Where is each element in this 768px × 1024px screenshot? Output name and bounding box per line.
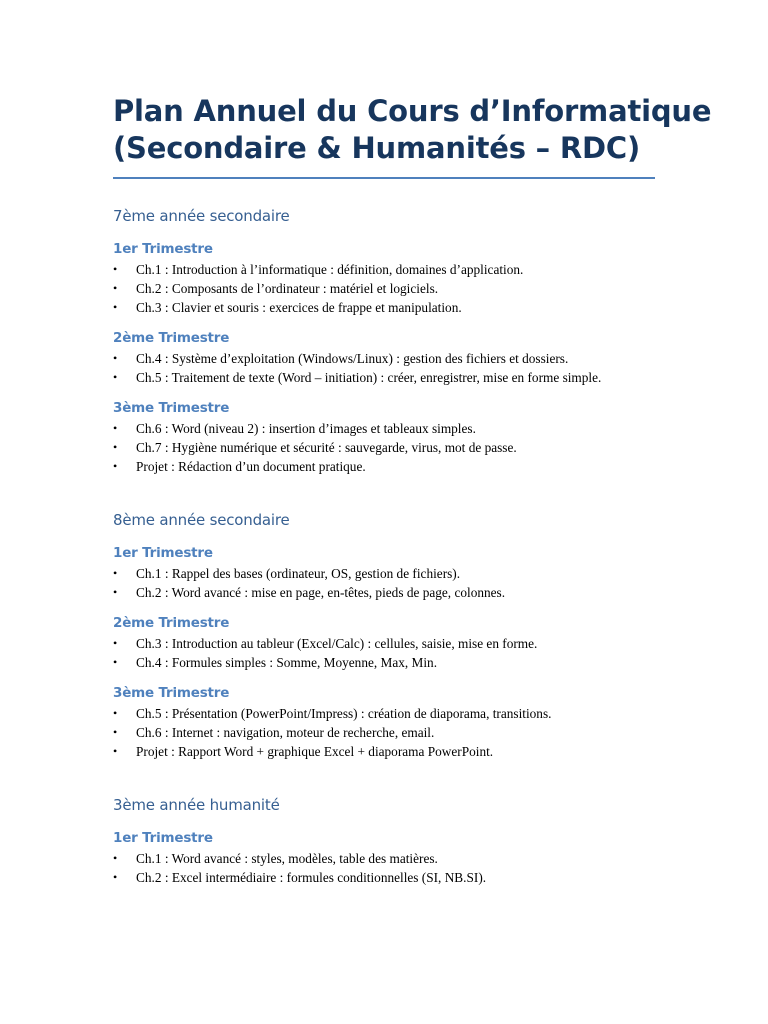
year-heading: 8ème année secondaire [113, 511, 290, 529]
bullet-icon: • [113, 281, 118, 295]
chapter-list [113, 349, 655, 387]
title-line-2: (Secondaire & Humanités – RDC) [113, 131, 641, 165]
bullet-icon: • [113, 370, 118, 384]
list-item-text: Ch.6 : Word (niveau 2) : insertion d’images et tableaux simples. [136, 421, 476, 436]
list-item-text: Ch.5 : Traitement de texte (Word – initiation) : créer, enregistrer, mise en forme simple. [136, 370, 602, 385]
sections-container [113, 206, 655, 887]
bullet-icon: • [113, 440, 118, 454]
list-item [113, 742, 655, 761]
bullet-icon: • [113, 870, 118, 884]
list-item-text: Ch.1 : Word avancé : styles, modèles, table des matières. [136, 851, 438, 866]
list-item [113, 849, 655, 868]
trimester-heading: 1er Trimestre [113, 545, 213, 561]
bullet-icon: • [113, 300, 118, 314]
chapter-list [113, 849, 655, 887]
bullet-icon: • [113, 725, 118, 739]
title-line-1: Plan Annuel du Cours d’Informatique [113, 94, 712, 128]
trimester-heading: 1er Trimestre [113, 830, 213, 846]
list-item-text: Ch.2 : Word avancé : mise en page, en-têtes, pieds de page, colonnes. [136, 585, 506, 600]
chapter-list [113, 704, 655, 761]
list-item [113, 457, 655, 476]
bullet-icon: • [113, 655, 118, 669]
bullet-icon: • [113, 851, 118, 865]
list-item-text: Projet : Rapport Word + graphique Excel + diaporama PowerPoint. [136, 744, 494, 759]
chapter-list [113, 564, 655, 602]
bullet-icon: • [113, 459, 118, 473]
list-item-text: Ch.6 : Internet : navigation, moteur de recherche, email. [136, 725, 435, 740]
list-item-text: Ch.3 : Introduction au tableur (Excel/Calc) : cellules, saisie, mise en forme. [136, 636, 538, 651]
bullet-icon: • [113, 566, 118, 580]
chapter-list [113, 419, 655, 476]
list-item [113, 868, 655, 887]
trimester-heading: 2ème Trimestre [113, 615, 230, 631]
list-item [113, 723, 655, 742]
chapter-list [113, 260, 655, 317]
bullet-icon: • [113, 421, 118, 435]
bullet-icon: • [113, 262, 118, 276]
list-item [113, 260, 655, 279]
document-body [113, 93, 712, 887]
list-item-text: Ch.5 : Présentation (PowerPoint/Impress) : création de diaporama, transitions. [136, 706, 552, 721]
bullet-icon: • [113, 636, 118, 650]
list-item [113, 634, 655, 653]
list-item-text: Ch.2 : Composants de l’ordinateur : matériel et logiciels. [136, 281, 439, 296]
list-item-text: Ch.4 : Système d’exploitation (Windows/Linux) : gestion des fichiers et dossiers. [136, 351, 569, 366]
year-heading: 7ème année secondaire [113, 207, 290, 225]
list-item [113, 653, 655, 672]
bullet-icon: • [113, 585, 118, 599]
list-item-text: Projet : Rédaction d’un document pratique. [136, 459, 366, 474]
list-item [113, 368, 655, 387]
trimester-heading: 2ème Trimestre [113, 330, 230, 346]
list-item [113, 704, 655, 723]
year-heading: 3ème année humanité [113, 796, 280, 814]
bullet-icon: • [113, 706, 118, 720]
document-title [113, 93, 712, 167]
list-item [113, 349, 655, 368]
list-item-text: Ch.3 : Clavier et souris : exercices de frappe et manipulation. [136, 300, 462, 315]
list-item [113, 583, 655, 602]
list-item-text: Ch.1 : Rappel des bases (ordinateur, OS, gestion de fichiers). [136, 566, 461, 581]
list-item [113, 279, 655, 298]
list-item-text: Ch.4 : Formules simples : Somme, Moyenne, Max, Min. [136, 655, 438, 670]
list-item-text: Ch.2 : Excel intermédiaire : formules conditionnelles (SI, NB.SI). [136, 870, 487, 885]
trimester-heading: 3ème Trimestre [113, 685, 230, 701]
list-item-text: Ch.1 : Introduction à l’informatique : définition, domaines d’application. [136, 262, 524, 277]
list-item [113, 419, 655, 438]
chapter-list [113, 634, 655, 672]
list-item [113, 298, 655, 317]
bullet-icon: • [113, 351, 118, 365]
list-item [113, 438, 655, 457]
title-underline [113, 177, 655, 179]
bullet-icon: • [113, 744, 118, 758]
list-item-text: Ch.7 : Hygiène numérique et sécurité : sauvegarde, virus, mot de passe. [136, 440, 517, 455]
trimester-heading: 1er Trimestre [113, 241, 213, 257]
trimester-heading: 3ème Trimestre [113, 400, 230, 416]
list-item [113, 564, 655, 583]
